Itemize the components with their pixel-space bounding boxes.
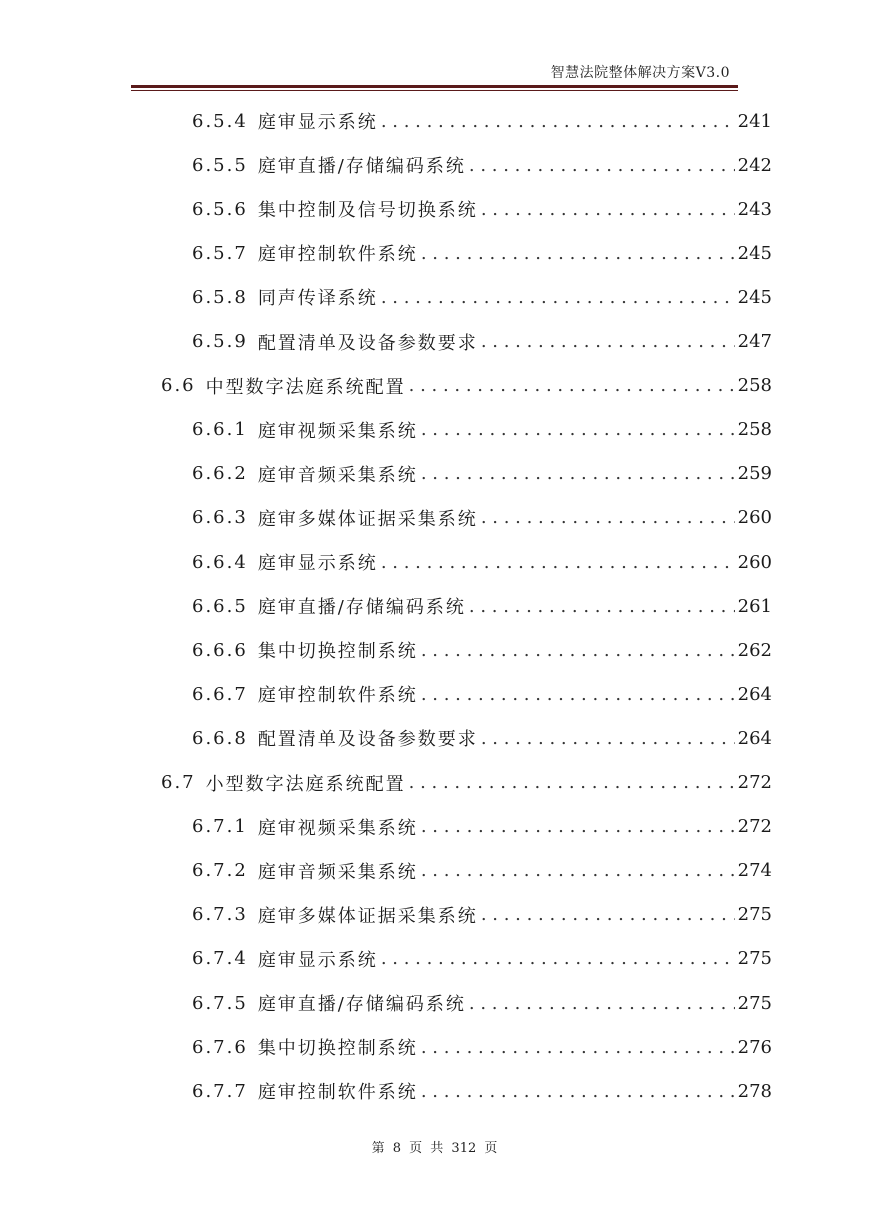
toc-entry-number: 6.7.6 bbox=[192, 1036, 248, 1058]
toc-entry-number: 6.6.5 bbox=[192, 595, 248, 617]
toc-dot-leader bbox=[421, 684, 735, 705]
toc-entry[interactable] bbox=[161, 364, 772, 408]
toc-entry-title: 庭审控制软件系统 bbox=[257, 1082, 418, 1104]
toc-entry-number: 6.5.9 bbox=[192, 331, 248, 352]
toc-entry-page: 258 bbox=[737, 419, 772, 441]
toc-entry-title: 集中切换控制系统 bbox=[257, 641, 418, 663]
header-rule bbox=[131, 85, 738, 88]
toc-entry-title: 集中控制及信号切换系统 bbox=[257, 200, 478, 222]
toc-entry-page: 262 bbox=[737, 639, 772, 661]
toc-entry-number: 6.6 bbox=[161, 375, 196, 397]
toc-dot-leader bbox=[381, 287, 735, 308]
toc-entry-title: 庭审直播/存储编码系统 bbox=[257, 597, 466, 619]
toc-entry-number: 6.6.4 bbox=[192, 551, 248, 573]
toc-entry-page: 278 bbox=[737, 1080, 772, 1102]
toc-dot-leader bbox=[421, 860, 735, 881]
toc-entry-number: 6.5.8 bbox=[192, 286, 248, 308]
toc-entry-page: 245 bbox=[737, 286, 772, 308]
page-footer: 第 8 页 共 312 页 bbox=[371, 1141, 498, 1156]
toc-entry[interactable] bbox=[192, 231, 772, 275]
toc-dot-leader bbox=[469, 596, 735, 617]
toc-entry[interactable] bbox=[192, 893, 772, 937]
toc-entry-title: 庭审视频采集系统 bbox=[257, 817, 418, 839]
toc-entry-number: 6.5.7 bbox=[192, 242, 248, 264]
toc-entry-page: 242 bbox=[737, 154, 772, 176]
toc-entry-title: 庭审音频采集系统 bbox=[257, 464, 418, 486]
toc-entry-page: 264 bbox=[737, 727, 772, 749]
toc-dot-leader bbox=[381, 948, 735, 969]
toc-entry-page: 259 bbox=[737, 463, 772, 485]
toc-entry-number: 6.6.6 bbox=[192, 639, 248, 661]
toc-entry-title: 庭审显示系统 bbox=[257, 553, 378, 574]
toc-entry[interactable] bbox=[192, 275, 772, 319]
toc-dot-leader bbox=[421, 1081, 735, 1102]
toc-entry[interactable] bbox=[192, 1069, 772, 1113]
toc-entry-title: 庭审多媒体证据采集系统 bbox=[257, 508, 478, 530]
toc-dot-leader bbox=[481, 904, 735, 925]
toc-entry[interactable] bbox=[192, 805, 772, 849]
toc-entry-title: 小型数字法庭系统配置 bbox=[205, 773, 406, 795]
toc-entry-title: 庭审直播/存储编码系统 bbox=[257, 156, 466, 178]
toc-dot-leader bbox=[421, 463, 735, 484]
toc-entry[interactable] bbox=[192, 937, 772, 981]
toc-entry-page: 275 bbox=[737, 992, 772, 1014]
toc-dot-leader bbox=[421, 243, 735, 264]
toc-entry-page: 260 bbox=[737, 507, 772, 529]
toc-entry-number: 6.7.3 bbox=[192, 904, 248, 926]
toc-entry-title: 庭审显示系统 bbox=[257, 112, 378, 133]
toc-dot-leader bbox=[421, 816, 735, 837]
toc-entry-page: 261 bbox=[737, 595, 772, 617]
toc-entry-number: 6.7.2 bbox=[192, 860, 248, 882]
toc-entry-page: 275 bbox=[737, 904, 772, 926]
toc-entry[interactable] bbox=[192, 716, 772, 760]
toc-entry[interactable] bbox=[192, 496, 772, 540]
toc-entry-page: 241 bbox=[737, 110, 772, 132]
toc-entry-title: 集中切换控制系统 bbox=[257, 1038, 418, 1060]
toc-entry[interactable] bbox=[192, 1025, 772, 1069]
toc-entry[interactable] bbox=[192, 628, 772, 672]
toc-entry-number: 6.7 bbox=[161, 772, 196, 793]
toc-dot-leader bbox=[381, 111, 735, 132]
toc-entry-page: 245 bbox=[737, 242, 772, 264]
toc-entry-title: 配置清单及设备参数要求 bbox=[257, 332, 478, 354]
toc-entry-title: 庭审控制软件系统 bbox=[257, 244, 418, 266]
toc-entry[interactable] bbox=[192, 672, 772, 716]
toc-entry[interactable] bbox=[192, 99, 772, 143]
toc-dot-leader bbox=[421, 640, 735, 661]
toc-dot-leader bbox=[381, 552, 735, 573]
toc-entry-title: 配置清单及设备参数要求 bbox=[257, 729, 478, 751]
toc-entry-number: 6.5.4 bbox=[192, 110, 248, 132]
toc-entry-page: 276 bbox=[737, 1036, 772, 1058]
toc-entry[interactable] bbox=[192, 981, 772, 1025]
toc-entry-number: 6.6.8 bbox=[192, 727, 248, 749]
toc-entry-title: 庭审直播/存储编码系统 bbox=[257, 994, 466, 1015]
toc-dot-leader bbox=[481, 728, 735, 749]
toc-entry-number: 6.5.5 bbox=[192, 154, 248, 176]
toc-entry-page: 275 bbox=[737, 948, 772, 970]
toc-dot-leader bbox=[421, 419, 735, 440]
toc-entry-number: 6.7.7 bbox=[192, 1080, 248, 1102]
toc-entry[interactable] bbox=[192, 187, 772, 231]
toc-entry[interactable] bbox=[192, 452, 772, 496]
toc-entry-title: 庭审显示系统 bbox=[257, 949, 378, 971]
toc-entry-page: 260 bbox=[737, 551, 772, 573]
document-title: 智慧法院整体解决方案V3.0 bbox=[550, 65, 730, 81]
toc-entry-number: 6.6.1 bbox=[192, 419, 248, 441]
toc-dot-leader bbox=[481, 331, 735, 352]
toc-dot-leader bbox=[409, 375, 735, 396]
toc-entry-title: 庭审音频采集系统 bbox=[257, 861, 418, 883]
toc-entry[interactable] bbox=[192, 540, 772, 584]
toc-entry[interactable] bbox=[192, 320, 772, 364]
toc-entry-title: 中型数字法庭系统配置 bbox=[205, 376, 406, 398]
toc-entry-page: 272 bbox=[737, 772, 772, 793]
toc-entry[interactable] bbox=[192, 584, 772, 628]
toc-entry-number: 6.7.4 bbox=[192, 948, 248, 970]
toc-dot-leader bbox=[469, 155, 735, 176]
toc-entry-title: 庭审多媒体证据采集系统 bbox=[257, 905, 478, 927]
toc-entry-number: 6.7.5 bbox=[192, 992, 248, 1014]
toc-entry-page: 264 bbox=[737, 683, 772, 705]
toc-entry-page: 258 bbox=[737, 375, 772, 397]
toc-entry-page: 247 bbox=[737, 331, 772, 352]
toc-entry-title: 同声传译系统 bbox=[257, 288, 378, 310]
toc-entry-number: 6.6.7 bbox=[192, 683, 248, 705]
toc-entry[interactable] bbox=[161, 761, 772, 805]
toc-dot-leader bbox=[469, 993, 735, 1014]
toc-entry-number: 6.7.1 bbox=[192, 816, 248, 838]
toc-entry[interactable] bbox=[192, 408, 772, 452]
header-rule-thin bbox=[131, 90, 738, 91]
toc-entry-number: 6.6.2 bbox=[192, 463, 248, 485]
toc-dot-leader bbox=[481, 507, 735, 528]
toc-entry-number: 6.6.3 bbox=[192, 507, 248, 529]
toc-entry-number: 6.5.6 bbox=[192, 198, 248, 220]
toc-dot-leader bbox=[409, 772, 735, 793]
toc-entry-title: 庭审视频采集系统 bbox=[257, 420, 418, 442]
toc-entry-page: 274 bbox=[737, 860, 772, 882]
toc-dot-leader bbox=[421, 1037, 735, 1058]
toc-entry[interactable] bbox=[192, 849, 772, 893]
toc-entry-page: 272 bbox=[737, 816, 772, 838]
toc-entry-page: 243 bbox=[737, 198, 772, 220]
toc-entry[interactable] bbox=[192, 143, 772, 187]
toc-dot-leader bbox=[481, 199, 735, 220]
toc-entry-title: 庭审控制软件系统 bbox=[257, 685, 418, 707]
